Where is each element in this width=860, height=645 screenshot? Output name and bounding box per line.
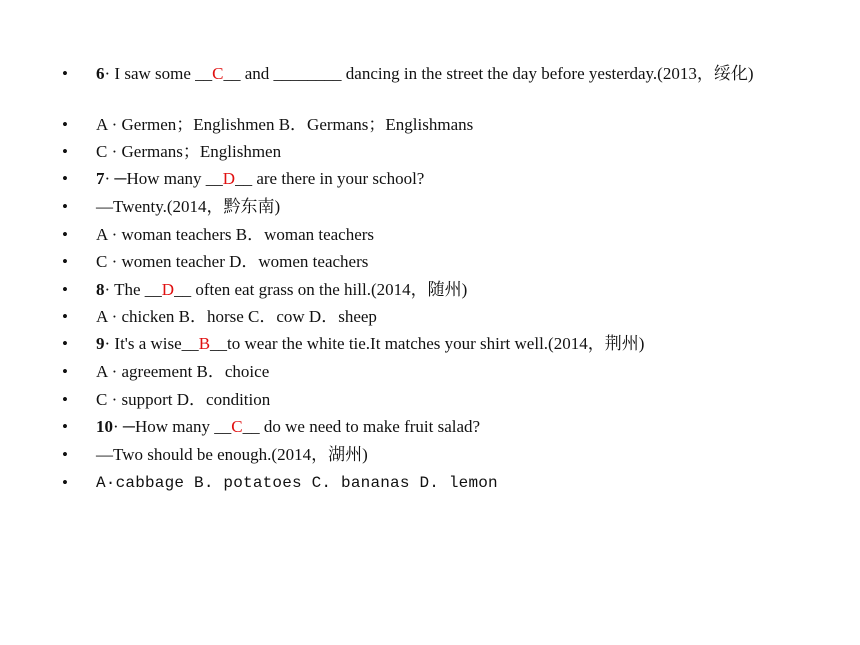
question-text [96, 333, 644, 355]
bullet: • [62, 225, 68, 244]
bullet: • [62, 390, 68, 409]
option-text: A · agreement B．choice [96, 362, 270, 381]
question-text [96, 168, 424, 190]
bullet: • [62, 445, 68, 464]
option-text: A·cabbage B. potatoes C. bananas D. lemon [96, 474, 498, 492]
question-stem-after: __ do we need to make fruit salad? [242, 417, 481, 436]
bullet: • [62, 473, 68, 492]
bullet: • [62, 64, 68, 83]
option-text: C · Germans；Englishmen [96, 142, 282, 161]
answer-mark: D [161, 280, 175, 299]
option-text: A · woman teachers B．woman teachers [96, 225, 375, 244]
question-stem-after: __to wear the white tie.It matches your shirt well.(2014，荆州) [210, 334, 645, 353]
option-text: C · support D．condition [96, 390, 271, 409]
question-stem-before: · ─How many __ [113, 417, 232, 436]
bullet: • [62, 417, 68, 436]
question-stem-before: · ─How many __ [104, 169, 223, 188]
bullet: • [62, 115, 68, 134]
answer-mark: D [222, 169, 236, 188]
bullet: • [62, 362, 68, 381]
dialogue-text: —Twenty.(2014，黔东南) [96, 197, 281, 216]
question-number: 6 [96, 64, 105, 83]
bullet: • [62, 142, 68, 161]
bullet: • [62, 307, 68, 326]
question-stem-before: · It's a wise__ [104, 334, 199, 353]
question-text [96, 279, 467, 301]
question-number: 10 [96, 417, 113, 436]
question-stem-before: · I saw some __ [104, 64, 213, 83]
question-stem-after: __ are there in your school? [235, 169, 425, 188]
question-number: 9 [96, 334, 105, 353]
question-text [96, 416, 480, 438]
answer-mark: B [198, 334, 211, 353]
question-stem-before: · The __ [104, 280, 162, 299]
question-number: 8 [96, 280, 105, 299]
option-text: A · Germen；Englishmen B．Germans；Englishmans [96, 115, 474, 134]
bullet: • [62, 280, 68, 299]
bullet: • [62, 252, 68, 271]
bullet: • [62, 334, 68, 353]
dialogue-text: —Two should be enough.(2014，湖州) [96, 445, 368, 464]
option-text: C · women teacher D．women teachers [96, 252, 369, 271]
option-text: A · chicken B．horse C．cow D．sheep [96, 307, 377, 326]
question-number: 7 [96, 169, 105, 188]
answer-mark: C [231, 417, 243, 436]
question-text [96, 63, 824, 85]
answer-mark: C [212, 64, 224, 83]
question-stem-after: __ and ________ dancing in the street the day before yesterday.(2013，绥化) [223, 64, 754, 83]
bullet: • [62, 169, 68, 188]
question-stem-after: __ often eat grass on the hill.(2014，随州) [174, 280, 468, 299]
bullet: • [62, 197, 68, 216]
